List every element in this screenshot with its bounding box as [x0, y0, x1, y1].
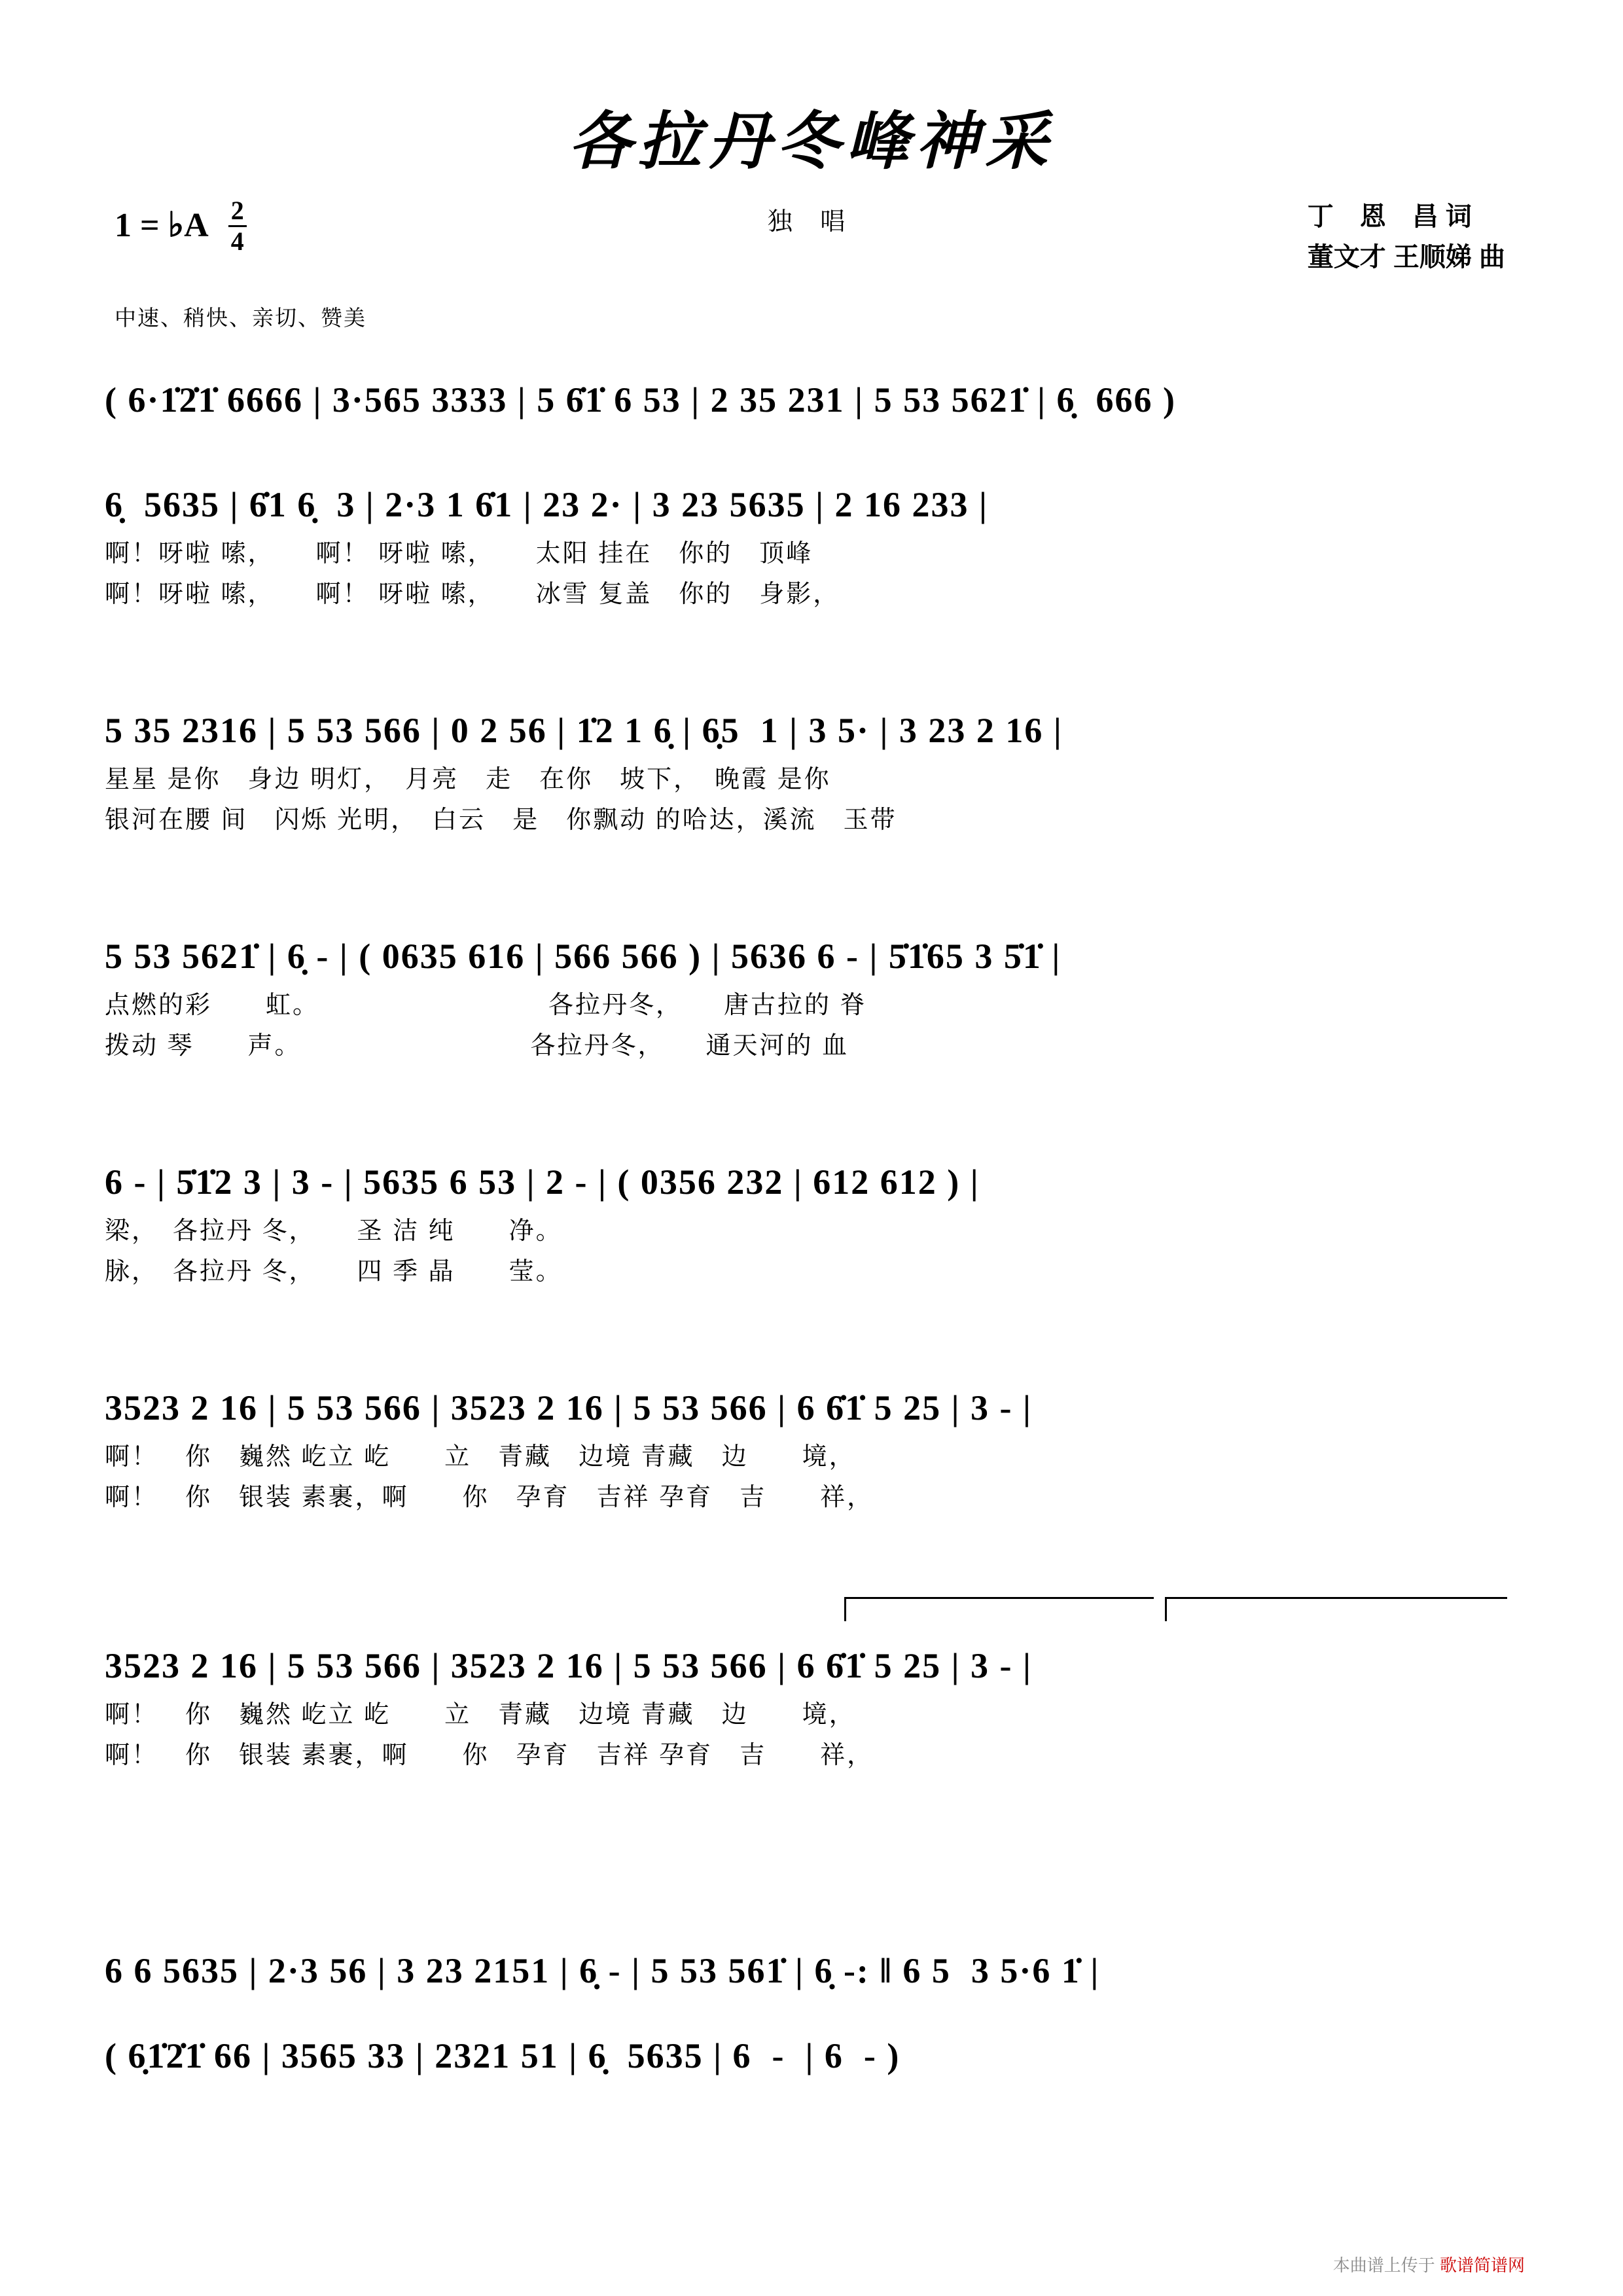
notation-line: 6 - | 5̇1̇2 3 | 3 - | 5635 6 53 | 2 - | ( 0356 232 | 612 612 ) |: [105, 1162, 980, 1202]
system-5: [105, 1374, 1518, 1509]
time-signature-numerator: 2: [228, 198, 247, 227]
footer-text: 本曲谱上传于: [1332, 2255, 1435, 2275]
time-signature-denominator: 4: [230, 226, 244, 256]
system-2: [105, 697, 1518, 832]
footer-site: 歌谱简谱网: [1439, 2255, 1525, 2275]
notation-line: ( 6·1̇2̇1̇ 6666 | 3·565 3333 | 5 6̇1̇ 6 53 | 2 35 231 | 5 53 5621̇ | 6̣ 666 ): [105, 380, 1176, 420]
credits: [1308, 196, 1505, 278]
lyric-line-verse2: 拨动 琴 声。 各拉丹冬， 通天河的 血: [105, 1032, 849, 1060]
performance-type: 独 唱: [767, 208, 856, 236]
lyric-line-verse1: 啊！呀啦 嗦， 啊！ 呀啦 嗦， 太阳 挂在 你的 顶峰: [105, 540, 813, 567]
system-6: [105, 1597, 1518, 1767]
lyric-line-verse1: 星星 是你 身边 明灯， 月亮 走 在你 坡下， 晚霞 是你: [105, 766, 831, 793]
lyric-line-verse2: 啊！ 你 银装 素裹，啊 你 孕育 吉祥 孕育 吉 祥，: [105, 1484, 874, 1511]
lyric-line-verse2: 啊！ 你 银装 素裹，啊 你 孕育 吉祥 孕育 吉 祥，: [105, 1742, 874, 1769]
system-ending: [105, 2022, 1518, 2117]
key-and-time-signature: [115, 196, 247, 256]
footer-credit: [1333, 2252, 1525, 2276]
time-signature: [228, 198, 247, 255]
composer-credit: 董文才 王顺娣 曲: [1307, 243, 1505, 272]
lyric-line-verse1: 啊！ 你 巍然 屹立 屹 立 青藏 边境 青藏 边 境，: [105, 1701, 856, 1729]
lyric-line-verse1: 梁， 各拉丹 冬， 圣 洁 纯 净。: [105, 1217, 563, 1245]
volta-bracket-1: [844, 1597, 1154, 1621]
notation-line: 6̣ 5635 | 6̇1 6̣ 3 | 2·3 1 6̇1 | 23 2· | 3 23 5635 | 2 16 233 |: [105, 485, 988, 524]
volta-bracket-2: [1165, 1597, 1507, 1621]
system-4: [105, 1149, 1518, 1283]
lyric-line-verse1: 啊！ 你 巍然 屹立 屹 立 青藏 边境 青藏 边 境，: [105, 1443, 856, 1471]
lyric-line-verse1: 点燃的彩 虹。 各拉丹冬， 唐古拉的 脊: [105, 992, 867, 1019]
notation-line: ( 6̣1̇2̇1̇ 66 | 3565 33 | 2321 51 | 6̣ 5635 | 6 - | 6 - ): [105, 2036, 901, 2075]
tempo-marking: 中速、稍快、亲切、赞美: [115, 306, 366, 330]
lyric-line-final: [105, 2084, 1518, 2117]
notation-line: 3523 2 16 | 5 53 566 | 3523 2 16 | 5 53 566 | 6 6̇1̇ 5 25 | 3 - |: [105, 1646, 1032, 1685]
key-signature: 1 = ♭A: [115, 206, 209, 244]
lyricist-credit: 丁 恩 昌 词: [1307, 202, 1472, 231]
system-3: [105, 923, 1518, 1058]
system-1: [105, 471, 1518, 606]
lyric-line-verse2: 脉， 各拉丹 冬， 四 季 晶 莹。: [105, 1258, 563, 1285]
page-title: 各拉丹冬峰神采: [569, 107, 1054, 177]
notation-line: 6 6 5635 | 2·3 56 | 3 23 2151 | 6̣ - | 5 53 561̇ | 6̣ -: ‖ 6 5 3 5·6 1̇ |: [105, 1951, 1100, 1990]
notation-line: 3523 2 16 | 5 53 566 | 3523 2 16 | 5 53 566 | 6 6̇1̇ 5 25 | 3 - |: [105, 1388, 1032, 1427]
volta-label-2: [1167, 1600, 1173, 1626]
system-coda: [105, 1937, 1518, 1991]
lyric-line-verse2: 啊！呀啦 嗦， 啊！ 呀啦 嗦， 冰雪 复盖 你的 身影，: [105, 581, 840, 608]
lyric-line-verse2: 银河在腰 间 闪烁 光明， 白云 是 你飘动 的哈达，溪流 玉带: [105, 806, 897, 834]
volta-label-1: [846, 1600, 853, 1626]
notation-line: 5 35 2316 | 5 53 566 | 0 2 56 | 1̇2 1 6̣ | 6̣5 1 | 3 5· | 3 23 2 16 |: [105, 711, 1063, 750]
system-intro: [105, 367, 1518, 420]
notation-line: 5 53 5621̇ | 6̣ - | ( 0635 616 | 566 566 ) | 5636 6 - | 5̇1̇65 3 5̇1̇ |: [105, 937, 1061, 976]
